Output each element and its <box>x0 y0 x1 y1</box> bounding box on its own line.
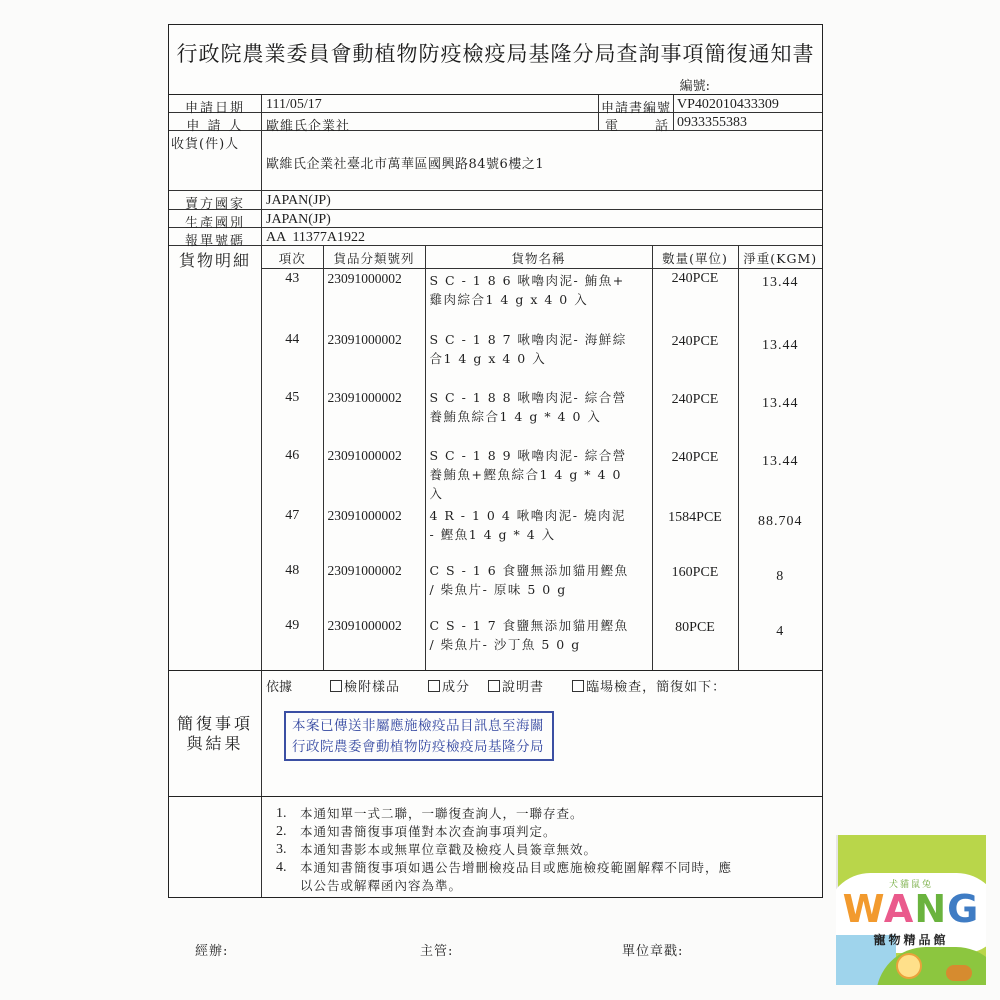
supervisor-signature-label: 主管: <box>420 944 454 959</box>
notes-label-cell <box>169 797 262 897</box>
logo-subtitle: 寵物精品館 <box>873 933 949 947</box>
document-title: 行政院農業委員會動植物防疫檢疫局基隆分局查詢事項簡復通知書 <box>176 42 815 66</box>
tariff-code: 23091000002 <box>323 328 425 386</box>
quantity: 240PCE <box>652 386 738 444</box>
tariff-code: 23091000002 <box>323 559 425 614</box>
goods-name: C S - 1 7 食鹽無添加貓用鰹魚 / 柴魚片- 沙丁魚 5 0 g <box>425 614 652 670</box>
net-weight: 4 <box>776 624 785 639</box>
wang-pet-shop-logo <box>836 835 986 985</box>
tariff-code: 23091000002 <box>323 504 425 559</box>
unit-seal-label: 單位章戳: <box>622 944 684 959</box>
net-weight: 13.44 <box>762 338 799 353</box>
handler-signature-label: 經辦: <box>195 944 229 959</box>
stamp-line-2: 行政院農委會動植物防疫檢疫局基隆分局 <box>292 739 544 755</box>
checkbox-manual[interactable]: 說明書 <box>488 676 544 695</box>
row-declaration-no <box>169 228 822 249</box>
row-origin-country <box>169 210 822 231</box>
origin-country-value: JAPAN(JP) <box>266 212 331 227</box>
item-no: 49 <box>262 614 323 670</box>
apply-date-label: 申請日期 <box>169 95 262 112</box>
reply-label-line1: 簡復事項 <box>176 713 253 733</box>
stamp-line-1: 本案已傳送非屬應施檢疫品目訊息至海關 <box>292 718 544 734</box>
note-item: 3. 本通知書影本或無單位章戳及檢疫人員簽章無效。 <box>276 842 598 857</box>
goods-label: 貨物明細 <box>169 246 262 670</box>
goods-row <box>262 504 822 559</box>
item-no: 48 <box>262 559 323 614</box>
goods-table <box>262 246 822 670</box>
tariff-code: 23091000002 <box>323 614 425 670</box>
tariff-code: 23091000002 <box>323 444 425 504</box>
goods-row <box>262 614 822 670</box>
goods-row <box>262 268 822 328</box>
notes-list <box>262 797 822 897</box>
application-no-label: 申請書編號 <box>599 95 674 112</box>
net-weight: 88.704 <box>758 514 803 529</box>
basis-line <box>266 676 744 695</box>
checkbox-onsite-inspection[interactable]: 臨場檢查，簡復如下： <box>572 676 726 695</box>
goods-name: S C - 1 8 6 啾嚕肉泥- 鮪魚+ 雞肉綜合1 4 g x 4 0 入 <box>425 268 652 328</box>
basis-label: 依據 <box>266 680 293 695</box>
tariff-code: 23091000002 <box>323 268 425 328</box>
checkbox-square-icon <box>428 680 440 692</box>
declaration-no-label: 報單號碼 <box>169 228 262 245</box>
goods-name: S C - 1 8 8 啾嚕肉泥- 綜合營 養鮪魚綜合1 4 g * 4 0 入 <box>425 386 652 444</box>
quantity: 240PCE <box>652 268 738 328</box>
goods-header-row <box>262 246 822 268</box>
tariff-code: 23091000002 <box>323 386 425 444</box>
goods-section <box>169 246 822 671</box>
quantity: 80PCE <box>652 614 738 670</box>
seller-country-value: JAPAN(JP) <box>266 193 331 208</box>
goods-name: C S - 1 6 食鹽無添加貓用鰹魚 / 柴魚片- 原味 5 0 g <box>425 559 652 614</box>
phone-label-left: 電 <box>605 119 620 134</box>
goods-row <box>262 444 822 504</box>
note-item: 4. 本通知書簡復事項如遇公告增刪檢疫品目或應施檢疫範圍解釋不同時，應 <box>276 860 733 875</box>
quantity: 160PCE <box>652 559 738 614</box>
checkbox-square-icon <box>488 680 500 692</box>
official-stamp <box>284 711 554 761</box>
phone-value: 0933355383 <box>677 115 747 130</box>
item-no: 45 <box>262 386 323 444</box>
consignee-value: 歐維氏企業社臺北市萬華區國興路84號6樓之1 <box>266 157 545 172</box>
serial-number-label: 編號: <box>679 79 710 94</box>
item-no: 46 <box>262 444 323 504</box>
declaration-no-value: AA 11377A1922 <box>266 230 366 245</box>
goods-row <box>262 328 822 386</box>
dog-illustration-icon <box>946 965 972 981</box>
quantity: 240PCE <box>652 328 738 386</box>
checkbox-sample[interactable]: 檢附樣品 <box>330 676 400 695</box>
note-item: 2. 本通知書簡復事項僅對本次查詢事項判定。 <box>276 824 557 839</box>
origin-country-label: 生產國別 <box>169 210 262 227</box>
logo-brand: WANG <box>842 887 980 931</box>
goods-name: 4 R - 1 0 4 啾嚕肉泥- 燒肉泥 - 鰹魚1 4 g * 4 入 <box>425 504 652 559</box>
applicant-label: 申 請 人 <box>169 113 262 130</box>
quantity: 1584PCE <box>652 504 738 559</box>
notice-document <box>168 24 823 898</box>
logo-tagline: 犬貓鼠兔 <box>888 880 933 890</box>
net-weight: 13.44 <box>762 274 799 290</box>
girl-illustration-icon <box>896 953 922 979</box>
quantity: 240PCE <box>652 444 738 504</box>
reply-body <box>262 671 822 796</box>
application-no-value: VP402010433309 <box>677 97 779 112</box>
phone-label <box>599 113 674 134</box>
goods-row <box>262 386 822 444</box>
checkbox-ingredients[interactable]: 成分 <box>428 676 470 695</box>
row-seller-country <box>169 191 822 210</box>
goods-name: S C - 1 8 9 啾嚕肉泥- 綜合營 養鮪魚+鰹魚綜合1 4 g * 4 0 入 <box>425 444 652 504</box>
goods-table-wrapper <box>262 246 822 670</box>
net-weight: 13.44 <box>762 454 799 469</box>
notes-section <box>169 797 822 897</box>
seller-country-label: 賣方國家 <box>169 191 262 209</box>
checkbox-square-icon <box>330 680 342 692</box>
row-apply-date <box>169 95 822 116</box>
item-no: 44 <box>262 328 323 386</box>
col-net-weight: 淨重(KGM) <box>738 246 822 268</box>
consignee-label: 收貨(件)人 <box>169 131 262 190</box>
goods-row <box>262 559 822 614</box>
item-no: 47 <box>262 504 323 559</box>
net-weight: 13.44 <box>762 396 799 411</box>
col-goods-name: 貨物名稱 <box>425 246 652 268</box>
reply-label-line2: 與結果 <box>186 733 244 753</box>
col-quantity: 數量(單位) <box>652 246 738 268</box>
note-item: 1. 本通知單一式二聯，一聯復查詢人，一聯存查。 <box>276 806 584 821</box>
item-no: 43 <box>262 268 323 328</box>
note-item: 以公告或解釋函內容為準。 <box>300 878 463 893</box>
row-applicant <box>169 113 822 134</box>
reply-label <box>169 671 262 796</box>
goods-name: S C - 1 8 7 啾嚕肉泥- 海鮮綜 合1 4 g x 4 0 入 <box>425 328 652 386</box>
apply-date-value: 111/05/17 <box>262 95 599 112</box>
col-tariff-code: 貨品分類號列 <box>323 246 425 268</box>
net-weight: 8 <box>776 569 785 584</box>
phone-label-right: 話 <box>654 119 669 134</box>
row-consignee <box>169 131 822 191</box>
title-block <box>169 25 822 95</box>
checkbox-square-icon <box>572 680 584 692</box>
col-item-no: 項次 <box>262 246 323 268</box>
applicant-value: 歐維氏企業社 <box>262 113 599 130</box>
reply-section <box>169 671 822 797</box>
